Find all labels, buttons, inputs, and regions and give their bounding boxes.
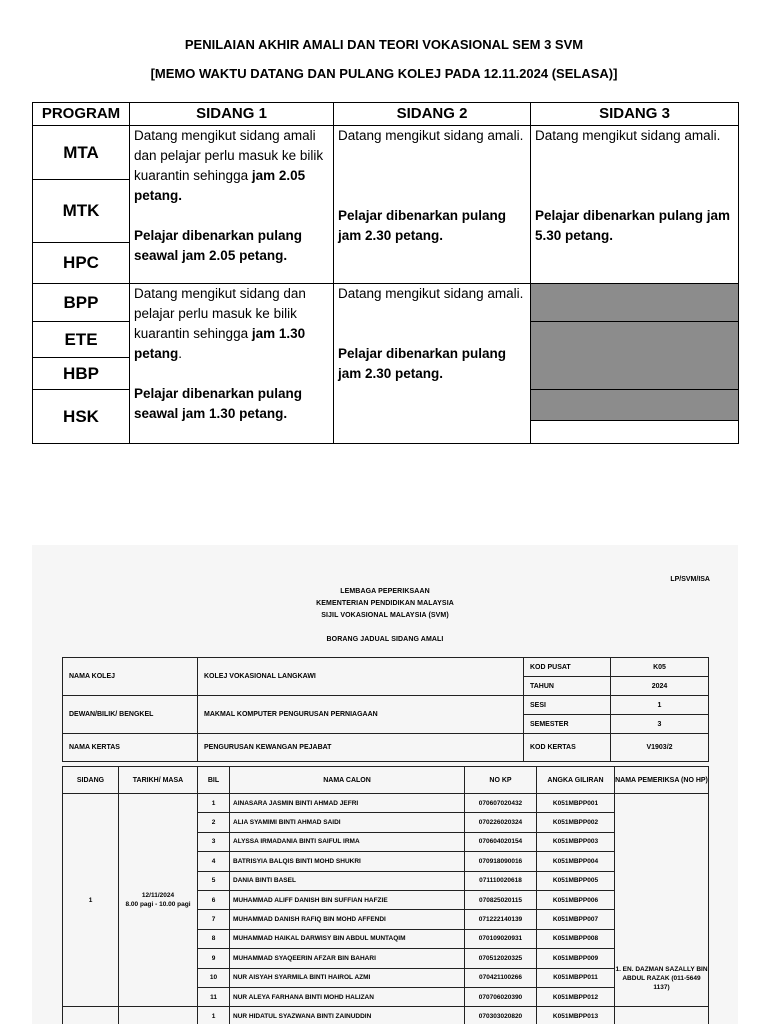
memo-subtitle: [MEMO WAKTU DATANG DAN PULANG KOLEJ PADA 12.11.2024 (SELASA)] [150, 66, 618, 81]
program-ete: ETE [33, 322, 130, 358]
form-header-title: BORANG JADUAL SIDANG AMALI [326, 636, 444, 643]
candidate-header-row [63, 767, 709, 794]
label-sesi: SESI [524, 696, 611, 715]
memo-title: PENILAIAN AKHIR AMALI DAN TEORI VOKASIONAL SEM 3 SVM [184, 37, 584, 52]
value-nama-kertas: PENGURUSAN KEWANGAN PEJABAT [198, 734, 524, 762]
no-kp: 070226020324 [465, 813, 537, 832]
angka-giliran: K051MBPP001 [537, 794, 615, 813]
group2-sidang1-text: Datang mengikut sidang dan pelajar perlu masuk ke bilik kuarantin sehingga [134, 286, 306, 341]
nama-calon: NUR AISYAH SYARMILA BINTI HAIROL AZMI [230, 968, 465, 987]
group1-sidang3-pulang: Pelajar dibenarkan pulang jam 5.30 petang. [535, 208, 731, 243]
program-bpp: BPP [33, 284, 130, 322]
value-kod-kertas: V1903/2 [611, 734, 709, 762]
group1-sidang1-time: jam 2.05 petang. [134, 168, 306, 203]
group2-sidang3-blank-1 [531, 284, 739, 322]
bil: 2 [198, 813, 230, 832]
candidate-table [62, 766, 709, 1024]
bil: 9 [198, 949, 230, 968]
group2-sidang2-text: Datang mengikut sidang amali. [338, 286, 524, 301]
group2-sidang3-blank-2 [531, 322, 739, 390]
nama-calon: MUHAMMAD ALIFF DANISH BIN SUFFIAN HAFZIE [230, 890, 465, 909]
label-semester: SEMESTER [524, 715, 611, 734]
no-kp: 070109020931 [465, 929, 537, 948]
form-info-table [62, 657, 709, 762]
value-dewan: MAKMAL KOMPUTER PENGURUSAN PERNIAGAAN [198, 696, 524, 734]
angka-giliran: K051MBPP008 [537, 929, 615, 948]
bil: 3 [198, 832, 230, 851]
no-kp: 070604020154 [465, 832, 537, 851]
bil: 7 [198, 910, 230, 929]
memo-header-row [33, 103, 739, 126]
masa: 8.00 pagi - 10.00 pagi [125, 901, 191, 909]
angka-giliran: K051MBPP003 [537, 832, 615, 851]
no-kp: 070706020390 [465, 987, 537, 1006]
nama-calon: AINASARA JASMIN BINTI AHMAD JEFRI [230, 794, 465, 813]
no-kp: 070607020432 [465, 794, 537, 813]
angka-giliran: K051MBPP013 [537, 1007, 615, 1024]
program-mtk: MTK [33, 180, 130, 243]
program-hpc: HPC [33, 243, 130, 284]
nama-pemeriksa: 1. EN. DAZMAN SAZALLY BIN ABDUL RAZAK (011-5649 1137) [615, 794, 709, 1007]
nama-calon: MUHAMMAD HAIKAL DARWISY BIN ABDUL MUNTAQIM [230, 929, 465, 948]
angka-giliran: K051MBPP009 [537, 949, 615, 968]
bil: 8 [198, 929, 230, 948]
header-sidang: SIDANG [63, 767, 119, 794]
memo-header-program: PROGRAM [33, 103, 130, 126]
nama-calon: NUR ALEYA FARHANA BINTI MOHD HALIZAN [230, 987, 465, 1006]
group1-sidang2-cell [334, 126, 531, 284]
memo-header-sidang3: SIDANG 3 [531, 103, 739, 126]
memo-header-sidang1: SIDANG 1 [130, 103, 334, 126]
sidang-number: 1 [63, 794, 119, 1007]
bil: 1 [198, 794, 230, 813]
bil: 5 [198, 871, 230, 890]
table-row [63, 1007, 709, 1024]
header-tarikh-masa: TARIKH/ MASA [119, 767, 198, 794]
group2-sidang2-pulang: Pelajar dibenarkan pulang jam 2.30 petang. [338, 346, 507, 381]
value-kod-pusat: K05 [611, 658, 709, 677]
nama-calon: MUHAMMAD SYAQEERIN AFZAR BIN BAHARI [230, 949, 465, 968]
group2-sidang1-time: jam 1.30 petang [134, 326, 306, 361]
angka-giliran: K051MBPP005 [537, 871, 615, 890]
nama-calon: MUHAMMAD DANISH RAFIQ BIN MOHD AFFENDI [230, 910, 465, 929]
group1-sidang2-text: Datang mengikut sidang amali. [338, 128, 524, 143]
header-nama-calon: NAMA CALON [230, 767, 465, 794]
nama-calon: ALIA SYAMIMI BINTI AHMAD SAIDI [230, 813, 465, 832]
bil: 6 [198, 890, 230, 909]
bil: 11 [198, 987, 230, 1006]
group1-sidang3-cell [531, 126, 739, 284]
value-nama-kolej: KOLEJ VOKASIONAL LANGKAWI [198, 658, 524, 696]
group2-sidang1-tail: . [178, 346, 183, 361]
header-no-kp: NO KP [465, 767, 537, 794]
pemeriksa-next-cell [615, 1007, 709, 1024]
tarikh-next-cell [119, 1007, 198, 1024]
group1-sidang3-text: Datang mengikut sidang amali. [535, 128, 721, 143]
group1-sidang1-pulang: Pelajar dibenarkan pulang seawal jam 2.05 petang. [134, 228, 303, 263]
group1-sidang1-cell [130, 126, 334, 284]
angka-giliran: K051MBPP002 [537, 813, 615, 832]
label-nama-kolej: NAMA KOLEJ [63, 658, 198, 696]
bil: 1 [198, 1007, 230, 1024]
tarikh: 12/11/2024 [141, 892, 175, 900]
no-kp: 071110020618 [465, 871, 537, 890]
bil: 4 [198, 852, 230, 871]
tarikh-masa-cell [119, 794, 198, 1007]
no-kp: 070421100266 [465, 968, 537, 987]
form-code: LP/SVM/ISA [670, 576, 710, 583]
label-kod-pusat: KOD PUSAT [524, 658, 611, 677]
form-header-ministry: KEMENTERIAN PENDIDIKAN MALAYSIA [316, 600, 454, 607]
angka-giliran: K051MBPP007 [537, 910, 615, 929]
memo-table [32, 102, 739, 444]
label-kod-kertas: KOD KERTAS [524, 734, 611, 762]
table-row [63, 794, 709, 813]
no-kp: 070512020325 [465, 949, 537, 968]
program-hsk: HSK [33, 390, 130, 444]
group1-sidang2-pulang: Pelajar dibenarkan pulang jam 2.30 petang. [338, 208, 507, 243]
label-tahun: TAHUN [524, 677, 611, 696]
angka-giliran: K051MBPP006 [537, 890, 615, 909]
form-header-svm: SIJIL VOKASIONAL MALAYSIA (SVM) [321, 612, 449, 619]
label-nama-kertas: NAMA KERTAS [63, 734, 198, 762]
group1-sidang1-text: Datang mengikut sidang amali dan pelajar perlu masuk ke bilik kuarantin sehingga [134, 128, 324, 183]
scanned-form [32, 545, 738, 1024]
header-bil: BIL [198, 767, 230, 794]
no-kp: 070303020820 [465, 1007, 537, 1024]
value-semester: 3 [611, 715, 709, 734]
value-sesi: 1 [611, 696, 709, 715]
program-mta: MTA [33, 126, 130, 180]
sidang-next-cell [63, 1007, 119, 1024]
group2-sidang1-cell [130, 284, 334, 444]
no-kp: 070825020115 [465, 890, 537, 909]
header-nama-pemeriksa: NAMA PEMERIKSA (NO HP) [615, 767, 709, 794]
group2-sidang2-cell [334, 284, 531, 444]
nama-calon: BATRISYIA BALQIS BINTI MOHD SHUKRI [230, 852, 465, 871]
nama-calon: DANIA BINTI BASEL [230, 871, 465, 890]
no-kp: 070918090016 [465, 852, 537, 871]
header-angka-giliran: ANGKA GILIRAN [537, 767, 615, 794]
no-kp: 071222140139 [465, 910, 537, 929]
nama-calon: ALYSSA IRMADANIA BINTI SAIFUL IRMA [230, 832, 465, 851]
form-header-board: LEMBAGA PEPERIKSAAN [340, 588, 430, 595]
nama-calon: NUR HIDATUL SYAZWANA BINTI ZAINUDDIN [230, 1007, 465, 1024]
angka-giliran: K051MBPP012 [537, 987, 615, 1006]
group2-sidang1-pulang: Pelajar dibenarkan pulang seawal jam 1.30 petang. [134, 386, 303, 421]
label-dewan: DEWAN/BILIK/ BENGKEL [63, 696, 198, 734]
angka-giliran: K051MBPP011 [537, 968, 615, 987]
value-tahun: 2024 [611, 677, 709, 696]
memo-header-sidang2: SIDANG 2 [334, 103, 531, 126]
angka-giliran: K051MBPP004 [537, 852, 615, 871]
program-hbp: HBP [33, 358, 130, 390]
group2-sidang3-cell-last [531, 390, 739, 444]
bil: 10 [198, 968, 230, 987]
